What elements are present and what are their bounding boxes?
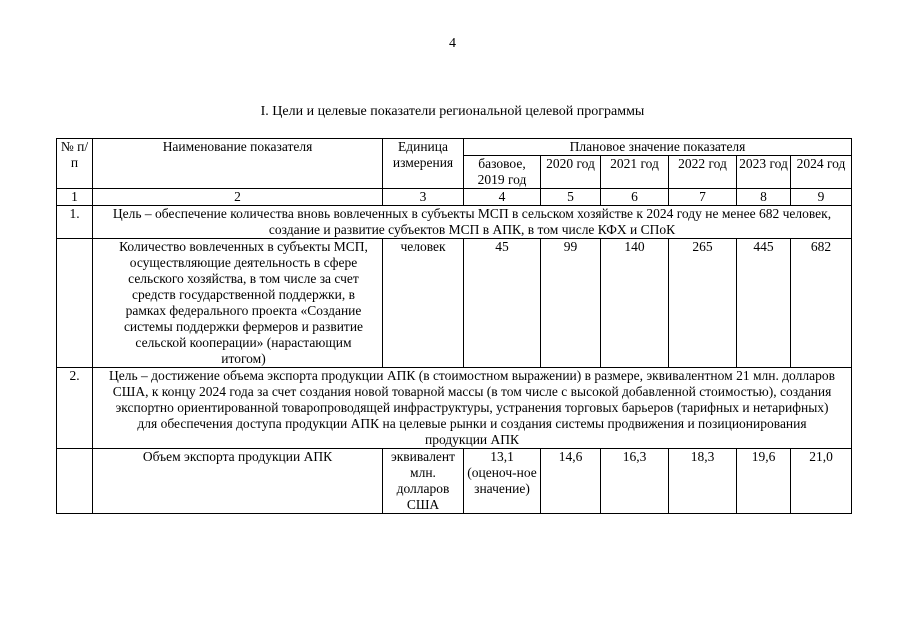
col-number: 3	[383, 189, 464, 206]
indicator-row	[57, 239, 852, 368]
header-row	[57, 139, 852, 156]
page-number: 4	[449, 36, 456, 51]
header-year: базовое, 2019 год	[464, 156, 541, 189]
empty-cell	[57, 449, 93, 514]
goal-row	[57, 368, 852, 449]
header-num: № п/п	[57, 139, 93, 189]
empty-cell	[57, 239, 93, 368]
page-title: I. Цели и целевые показатели региональной целевой программы	[260, 104, 645, 119]
column-numbers-row	[57, 189, 852, 206]
indicator-value: 45	[464, 239, 541, 368]
indicator-unit: эквивалент млн. долларов США	[383, 449, 464, 514]
header-name: Наименование показателя	[93, 139, 383, 189]
header-year: 2024 год	[791, 156, 852, 189]
header-unit: Единица измерения	[383, 139, 464, 189]
indicator-value: 13,1 (оценоч-ное значение)	[464, 449, 541, 514]
indicator-value: 18,3	[669, 449, 737, 514]
goal-row	[57, 206, 852, 239]
col-number: 5	[541, 189, 601, 206]
header-year: 2021 год	[601, 156, 669, 189]
col-number: 9	[791, 189, 852, 206]
indicator-value: 16,3	[601, 449, 669, 514]
indicator-name: Объем экспорта продукции АПК	[93, 449, 383, 514]
goal-text: Цель – достижение объема экспорта продукции АПК (в стоимостном выражении) в размере, эквивалентном 21 млн. долларов США, к концу 2024 года за счет создания новой товарной массы (в том числе с высокой добавленной стоимостью), создания экспортно ориентированной товаропроводящей инфраструктуры, устранения торговых барьеров (тарифных и нетарифных) для обеспечения доступа продукции АПК на целевые рынки и создания системы продвижения и позиционирования продукции АПК	[93, 368, 852, 449]
header-year: 2023 год	[737, 156, 791, 189]
section-number: 2.	[57, 368, 93, 449]
indicator-value: 265	[669, 239, 737, 368]
indicator-value: 99	[541, 239, 601, 368]
col-number: 8	[737, 189, 791, 206]
indicator-value: 140	[601, 239, 669, 368]
indicator-row	[57, 449, 852, 514]
indicator-unit: человек	[383, 239, 464, 368]
header-year: 2022 год	[669, 156, 737, 189]
indicator-value: 445	[737, 239, 791, 368]
indicator-value: 21,0	[791, 449, 852, 514]
col-number: 6	[601, 189, 669, 206]
indicator-value: 14,6	[541, 449, 601, 514]
col-number: 4	[464, 189, 541, 206]
indicator-value: 19,6	[737, 449, 791, 514]
section-number: 1.	[57, 206, 93, 239]
goal-text: Цель – обеспечение количества вновь вовлеченных в субъекты МСП в сельском хозяйстве к 2024 году не менее 682 человек, создание и развитие субъектов МСП в АПК, в том числе КФХ и СПоК	[93, 206, 852, 239]
header-year: 2020 год	[541, 156, 601, 189]
col-number: 7	[669, 189, 737, 206]
indicator-name: Количество вовлеченных в субъекты МСП, осуществляющие деятельность в сфере сельского хозяйства, в том числе за счет средств государственной поддержки, в рамках федерального проекта «Создание системы поддержки фермеров и развитие сельской кооперации» (нарастающим итогом)	[93, 239, 383, 368]
col-number: 2	[93, 189, 383, 206]
targets-table	[56, 138, 852, 514]
header-plan: Плановое значение показателя	[464, 139, 852, 156]
indicator-value: 682	[791, 239, 852, 368]
col-number: 1	[57, 189, 93, 206]
